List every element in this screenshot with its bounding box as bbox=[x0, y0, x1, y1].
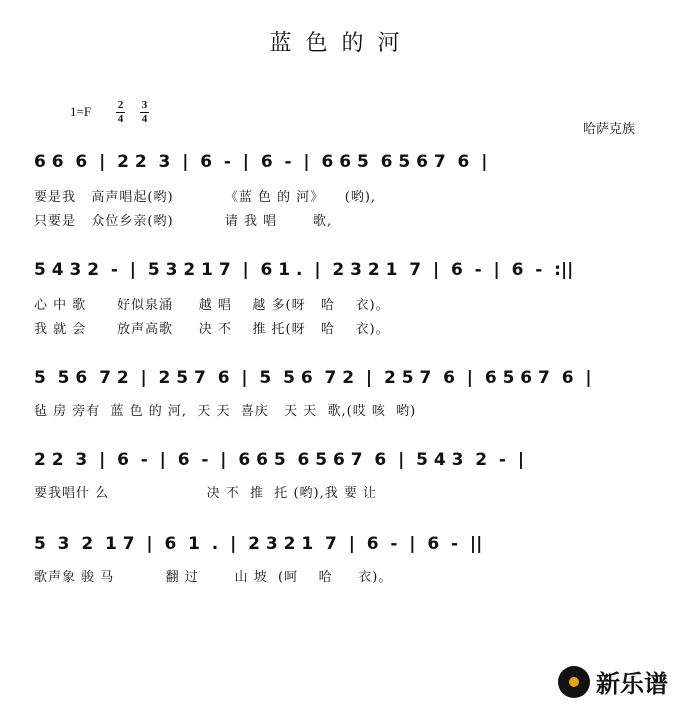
site-logo bbox=[558, 664, 668, 699]
key-signature: 1=F bbox=[70, 104, 92, 119]
notation-line: 5 4 3 2 - | 5 3 2 1 7 | 6 1 . | 2 3 2 1 7 | 6 - | 6 - :|| bbox=[34, 260, 574, 280]
time-signature-3-4: 3 4 bbox=[141, 99, 148, 125]
ethnic-origin: 哈萨克族 bbox=[583, 122, 636, 137]
lyric-line: 毡 房 旁有 蓝 色 的 河, 天 天 喜庆 天 天 歌,(哎 咳 哟) bbox=[34, 404, 417, 419]
lyric-line: 要是我 高声唱起(哟) 《蓝 色 的 河》 (哟), bbox=[34, 190, 377, 205]
notation-line: 5 3 2 1 7 | 6 1 . | 2 3 2 1 7 | 6 - | 6 - || bbox=[34, 534, 483, 554]
lyric-line: 歌声象 骏 马 翻 过 山 坡 (呵 哈 衣)。 bbox=[34, 570, 393, 585]
time-signature-2-4: 2 4 bbox=[117, 99, 124, 125]
logo-text: 新乐谱 bbox=[596, 670, 668, 698]
lyric-line: 我 就 会 放声高歌 决 不 推 托(呀 哈 衣)。 bbox=[34, 322, 390, 337]
vinyl-disc-icon bbox=[558, 666, 590, 698]
notation-line: 5 5 6 7 2 | 2 5 7 6 | 5 5 6 7 2 | 2 5 7 6 | 6 5 6 7 6 | bbox=[34, 368, 592, 388]
notation-line: 2 2 3 | 6 - | 6 - | 6 6 5 6 5 6 7 6 | 5 4 3 2 - | bbox=[34, 450, 525, 470]
lyric-line: 只要是 众位乡亲(哟) 请 我 唱 歌, bbox=[34, 214, 333, 229]
song-title: 蓝色的河 bbox=[269, 31, 414, 56]
lyric-line: 心 中 歌 好似泉涌 越 唱 越 多(呀 哈 衣)。 bbox=[34, 298, 390, 313]
notation-line: 6 6 6 | 2 2 3 | 6 - | 6 - | 6 6 5 6 5 6 7 6 | bbox=[34, 152, 488, 172]
lyric-line: 要我唱什 么 决 不 推 托 (哟),我 要 让 bbox=[34, 486, 377, 501]
